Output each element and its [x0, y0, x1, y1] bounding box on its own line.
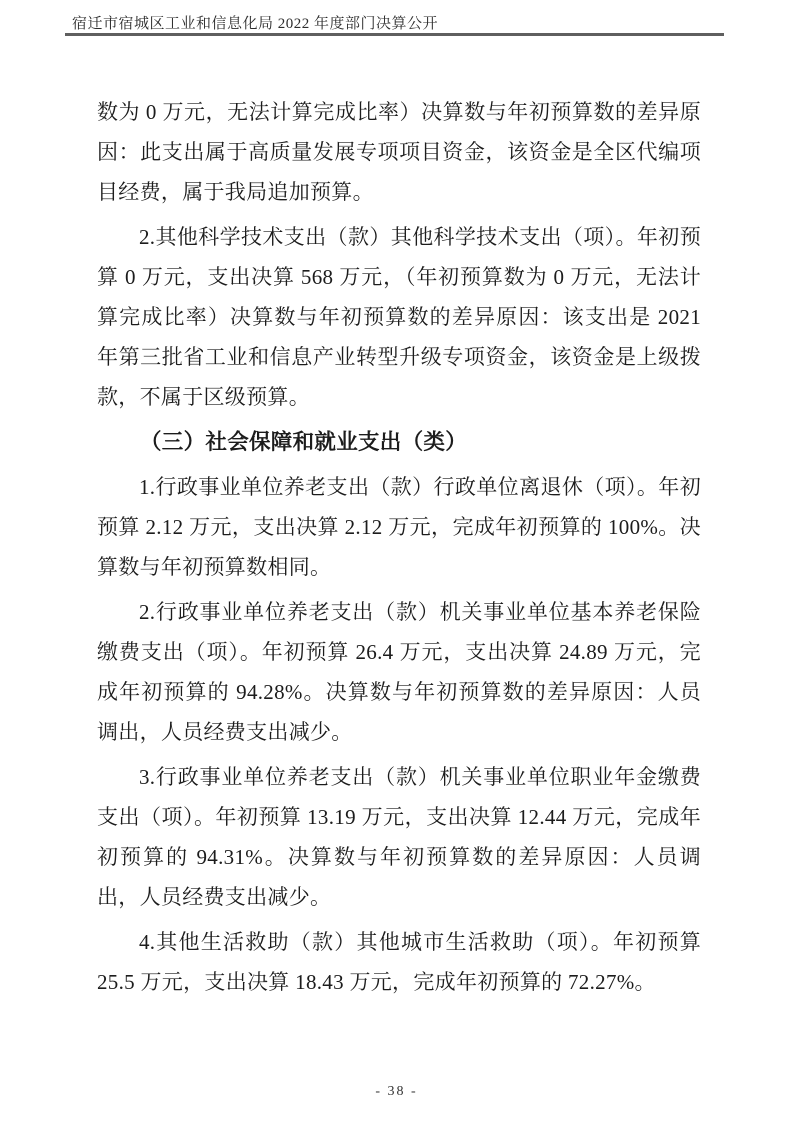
header-rule [65, 33, 724, 36]
paragraph-living-assistance-expenditure: 4.其他生活救助（款）其他城市生活救助（项）。年初预算 25.5 万元，支出决算 18.43 万元，完成年初预算的 72.27%。 [97, 930, 701, 994]
page-number: - 38 - [375, 1084, 418, 1099]
header-title: 宿迁市宿城区工业和信息化局 2022 年度部门决算公开 [72, 16, 439, 32]
section-heading-social-security: （三）社会保障和就业支出（类） [140, 430, 468, 454]
page-footer [0, 1084, 793, 1100]
paragraph-basic-pension-expenditure: 2.行政事业单位养老支出（款）机关事业单位基本养老保险缴费支出（项）。年初预算 26.4 万元，支出决算 24.89 万元，完成年初预算的 94.28%。决算数与年初预算数的差异原因：人员调出，人员经费支出减少。 [97, 600, 701, 744]
paragraph-continuation: 数为 0 万元，无法计算完成比率）决算数与年初预算数的差异原因：此支出属于高质量发展专项项目资金，该资金是全区代编项目经费，属于我局追加预算。 [97, 100, 701, 204]
paragraph-annuity-expenditure: 3.行政事业单位养老支出（款）机关事业单位职业年金缴费支出（项）。年初预算 13.19 万元，支出决算 12.44 万元，完成年初预算的 94.31%。决算数与年初预算数的差异原因：人员调出，人员经费支出减少。 [97, 765, 701, 909]
paragraph-other-science-expenditure: 2.其他科学技术支出（款）其他科学技术支出（项）。年初预算 0 万元，支出决算 568 万元，（年初预算数为 0 万元，无法计算完成比率）决算数与年初预算数的差异原因：该支出是 2021 年第三批省工业和信息产业转型升级专项资金，该资金是上级拨款，不属于区级预算。 [97, 225, 701, 409]
document-body [97, 92, 701, 1007]
paragraph-retirement-expenditure: 1.行政事业单位养老支出（款）行政单位离退休（项）。年初预算 2.12 万元，支出决算 2.12 万元，完成年初预算的 100%。决算数与年初预算数相同。 [97, 475, 701, 579]
